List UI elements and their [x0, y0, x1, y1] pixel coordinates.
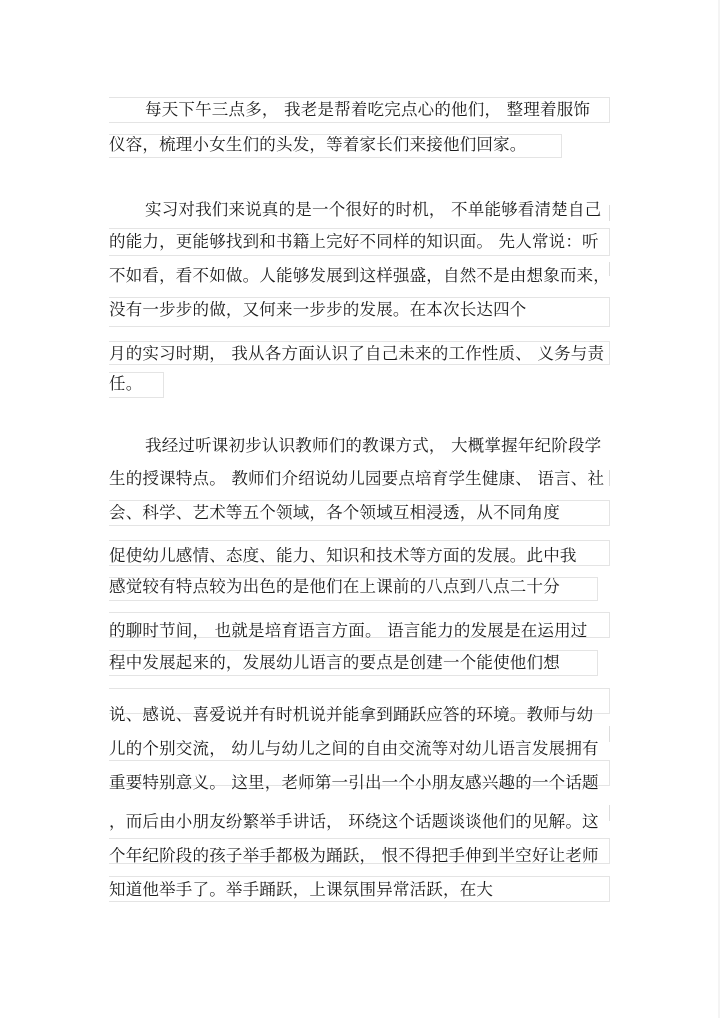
text-line: 感觉较有特点较为出色的是他们在上课前的八点到八点二十分 — [109, 577, 560, 596]
text-line: 每天下午三点多， 我老是帮着吃完点心的他们， 整理着服饰 — [145, 100, 591, 119]
text-line: 程中发展起来的，发展幼儿语言的要点是创建一个能使他们想 — [109, 653, 560, 672]
text-line: 说、感说、喜爱说并有时机说并能拿到踊跃应答的环境。教师与幼 — [109, 705, 594, 724]
text-line: 月的实习时期， 我从各方面认识了自己未来的工作性质、 义务与责 — [109, 344, 605, 363]
text-line: 生的授课特点。 教师们介绍说幼儿园要点培育学生健康、 语言、社 — [109, 469, 605, 488]
margin-tick — [609, 205, 610, 221]
text-line: 仪容，梳理小女生们的头发，等着家长们来接他们回家。 — [109, 135, 527, 154]
text-line: 的聊时节间， 也就是培育语言方面。 语言能力的发展是在运用过 — [109, 621, 588, 640]
text-line: 没有一步步的做，又何来一步步的发展。在本次长达四个 — [109, 300, 527, 319]
text-line: 的能力，更能够找到和书籍上完好不同样的知识面。 先人常说：听 — [109, 232, 599, 251]
text-line: 知道他举手了。举手踊跃，上课氛围异常活跃，在大 — [109, 880, 494, 899]
text-line: 实习对我们来说真的是一个很好的时机， 不单能够看清楚自己 — [145, 200, 602, 219]
text-line: 任。 — [109, 374, 143, 393]
margin-tick — [609, 470, 610, 486]
margin-tick — [609, 726, 610, 742]
text-line: 促使幼儿感情、态度、能力、知识和技术等方面的发展。此中我 — [109, 546, 577, 565]
margin-tick — [609, 805, 610, 821]
text-line: 重要特别意义。 这里，老师第一引出一个小朋友感兴趣的一个话题 — [109, 773, 599, 792]
text-line: 会、科学、艺术等五个领域，各个领域互相浸透，从不同角度 — [109, 503, 560, 522]
text-line: 儿的个别交流， 幼儿与幼儿之间的自由交流等对幼儿语言发展拥有 — [109, 739, 599, 758]
text-line: 不如看，看不如做。人能够发展到这样强盛，自然不是由想象而来， — [109, 266, 610, 285]
text-line: 个年纪阶段的孩子举手都极为踊跃， 恨不得把手伸到半空好让老师 — [109, 846, 599, 865]
text-line: 我经过听课初步认识教师们的教课方式， 大概掌握年纪阶段学 — [145, 436, 602, 455]
text-line: ，而后由小朋友纷繁举手讲话， 环绕这个话题谈谈他们的见解。这 — [109, 812, 599, 831]
